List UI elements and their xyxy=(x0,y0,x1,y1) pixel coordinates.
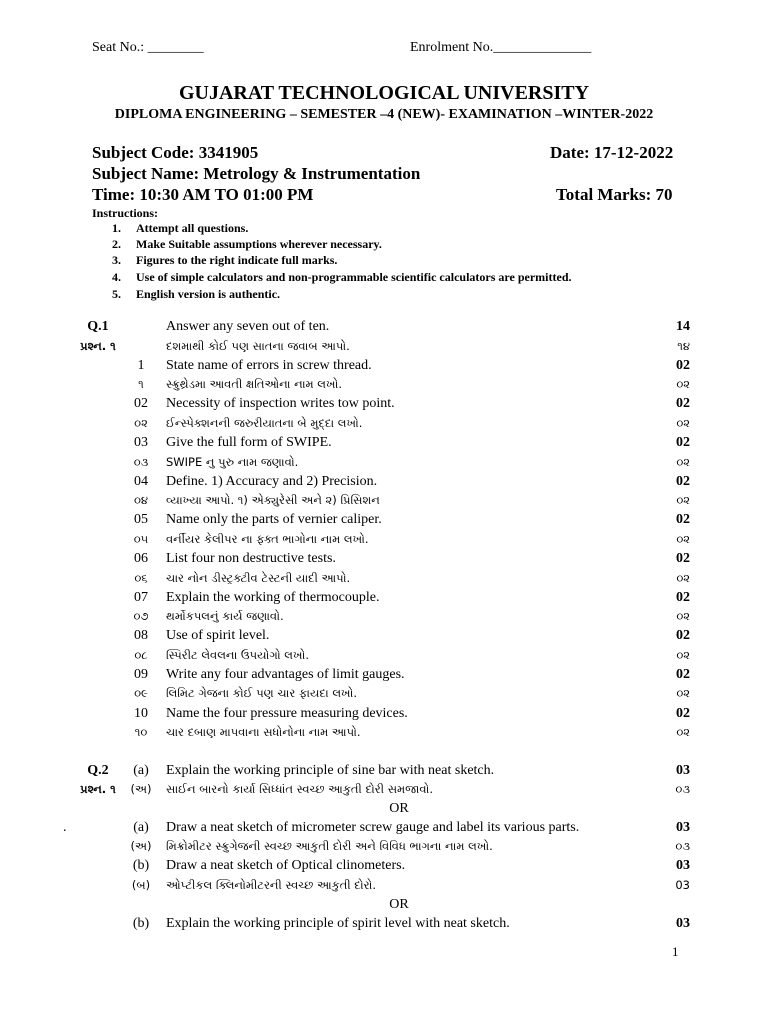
sub-question-number: (b) xyxy=(132,858,150,873)
question-row xyxy=(0,820,768,839)
question-text: થર્મોકપલનું કાર્ય જણાવો. xyxy=(166,609,284,623)
total-marks: Total Marks: 70 xyxy=(556,185,673,204)
instruction-item: 2. Make Suitable assumptions wherever necessary. xyxy=(112,237,382,251)
sub-question-number: ૦૭ xyxy=(133,609,149,623)
question-text: સ્ક્રુથ્રેડમા આવતી ક્ષતિઓના નામ લખો. xyxy=(166,377,342,391)
question-row xyxy=(0,551,768,570)
question-row xyxy=(0,878,768,897)
instruction-item: 3. Figures to the right indicate full marks. xyxy=(112,253,338,267)
question-row xyxy=(0,590,768,609)
question-row xyxy=(0,648,768,667)
question-row xyxy=(0,319,768,338)
sub-question-number: ૦૮ xyxy=(134,648,148,662)
or-separator: OR xyxy=(389,897,409,912)
question-number: પ્રશ્ન. ૧ xyxy=(80,782,116,796)
sub-question-number: (a) xyxy=(133,763,149,778)
exam-title: DIPLOMA ENGINEERING – SEMESTER –4 (NEW)- EXAMINATION –WINTER-2022 xyxy=(114,107,654,122)
question-text: ચાર નોન ડીસ્ટ્રક્ટીવ ટેસ્ટની યાદી આપો. xyxy=(166,571,351,585)
question-text: ચાર દબાણ માપવાના સધોનોના નામ આપો. xyxy=(166,725,361,739)
question-text: Name only the parts of vernier caliper. xyxy=(166,512,382,527)
question-text: Answer any seven out of ten. xyxy=(166,319,330,334)
question-row xyxy=(0,839,768,858)
question-marks: ૦૨ xyxy=(676,609,690,623)
question-text: Define. 1) Accuracy and 2) Precision. xyxy=(166,474,378,489)
question-marks: ૧૪ xyxy=(677,339,690,353)
question-text: Explain the working of thermocouple. xyxy=(166,590,380,605)
sub-question-number: ૦૫ xyxy=(133,532,149,546)
question-row xyxy=(0,609,768,628)
question-text: વ્યાખ્યા આપો. ૧) એક્યુરેસી અને ૨) પ્રિસિશન xyxy=(166,493,380,507)
question-marks: 02 xyxy=(676,590,690,605)
sub-question-number: (b) xyxy=(132,916,150,931)
question-text: સાઈન બારનો કાર્યા સિધ્ધાંત સ્વચ્છ આકુતી દોરી સમજાવો. xyxy=(166,782,434,796)
instruction-item: 1. Attempt all questions. xyxy=(112,221,249,235)
sub-question-number: (બ) xyxy=(131,878,151,892)
question-text: Necessity of inspection writes tow point. xyxy=(166,396,395,411)
question-row xyxy=(0,339,768,358)
question-marks: 03 xyxy=(675,878,690,892)
question-row xyxy=(0,532,768,551)
question-row xyxy=(0,628,768,647)
question-marks: ૦૨ xyxy=(676,493,690,507)
question-text: ઓપ્ટીકલ ક્લિનોમીટરની સ્વચ્છ આકુતી દોરો. xyxy=(166,878,377,892)
question-row xyxy=(0,782,768,801)
question-number: Q.1 xyxy=(87,319,109,334)
question-marks: 02 xyxy=(676,512,690,527)
subject-code: Subject Code: 3341905 xyxy=(92,143,259,162)
question-number: પ્રશ્ન. ૧ xyxy=(80,339,116,353)
subject-name: Subject Name: Metrology & Instrumentation xyxy=(92,164,421,183)
sub-question-number: ૦૬ xyxy=(134,571,148,585)
question-text: દશમાથી કોઈ પણ સાતના જવાબ આપો. xyxy=(166,339,350,353)
question-marks: ૦૨ xyxy=(676,648,690,662)
question-text: State name of errors in screw thread. xyxy=(166,358,372,373)
question-row xyxy=(0,725,768,744)
question-row xyxy=(0,686,768,705)
sub-question-number: 03 xyxy=(134,435,148,450)
question-marks: 02 xyxy=(676,474,690,489)
sub-question-number: ૦૨ xyxy=(134,416,148,430)
question-text: Write any four advantages of limit gauges. xyxy=(166,667,405,682)
sub-question-number: 07 xyxy=(134,590,148,605)
sub-question-number: (અ) xyxy=(130,839,152,853)
question-number: Q.2 xyxy=(87,763,109,778)
question-marks: ૦૨ xyxy=(676,377,690,391)
question-row xyxy=(0,858,768,877)
question-row xyxy=(0,763,768,782)
seat-number-field: Seat No.: ________ xyxy=(92,40,204,55)
question-row xyxy=(0,435,768,454)
question-marks: 02 xyxy=(676,358,690,373)
question-marks: 02 xyxy=(676,396,690,411)
page-number: 1 xyxy=(672,944,679,959)
question-row xyxy=(0,667,768,686)
question-text: Draw a neat sketch of micrometer screw gauge and label its various parts. xyxy=(166,820,580,835)
question-text: Name the four pressure measuring devices. xyxy=(166,706,408,721)
question-row xyxy=(0,377,768,396)
question-row xyxy=(0,512,768,531)
question-marks: 02 xyxy=(676,551,690,566)
question-marks: ૦૨ xyxy=(676,455,690,469)
question-row xyxy=(0,916,768,935)
question-marks: 03 xyxy=(676,820,690,835)
question-marks: ૦૨ xyxy=(676,416,690,430)
question-marks: ૦૩ xyxy=(675,839,690,853)
or-separator: OR xyxy=(389,801,409,816)
question-text: મિક્રોમીટર સ્ક્રુગેજની સ્વચ્છ આકુતી દોરી અને વિવિધ ભાગના નામ લખો. xyxy=(166,839,493,853)
question-marks: 03 xyxy=(676,763,690,778)
sub-question-number: ૦૩ xyxy=(133,455,149,469)
question-marks: ૦૨ xyxy=(676,686,690,700)
exam-time: Time: 10:30 AM TO 01:00 PM xyxy=(92,185,314,204)
question-marks: ૦૩ xyxy=(675,782,690,796)
sub-question-number: ૦૯ xyxy=(134,686,148,700)
sub-question-number: 10 xyxy=(134,706,148,721)
question-marks: 02 xyxy=(676,667,690,682)
question-marks: 02 xyxy=(676,435,690,450)
question-row xyxy=(0,416,768,435)
instructions-title: Instructions: xyxy=(92,206,159,220)
question-text: Explain the working principle of spirit level with neat sketch. xyxy=(166,916,510,931)
question-row xyxy=(0,706,768,725)
enrolment-number-field: Enrolment No.______________ xyxy=(410,40,592,55)
question-text: Explain the working principle of sine bar with neat sketch. xyxy=(166,763,495,778)
question-marks: 03 xyxy=(676,916,690,931)
question-marks: ૦૨ xyxy=(676,532,690,546)
instruction-item: 5. English version is authentic. xyxy=(112,287,281,301)
question-row xyxy=(0,396,768,415)
question-row xyxy=(0,493,768,512)
stray-dot: . xyxy=(63,820,67,835)
question-row xyxy=(0,571,768,590)
university-title: GUJARAT TECHNOLOGICAL UNIVERSITY xyxy=(178,82,590,104)
question-text: લિમિટ ગેજના કોઈ પણ ચાર ફાયદા લખો. xyxy=(166,686,357,700)
question-marks: 02 xyxy=(676,706,690,721)
question-marks: ૦૨ xyxy=(676,725,690,739)
question-row xyxy=(0,474,768,493)
sub-question-number: 06 xyxy=(134,551,148,566)
question-row xyxy=(0,455,768,474)
question-marks: 02 xyxy=(676,628,690,643)
sub-question-number: 08 xyxy=(134,628,148,643)
question-marks: 14 xyxy=(676,319,690,334)
question-text: સ્પિરીટ લેવલના ઉપયોગો લખો. xyxy=(166,648,309,662)
sub-question-number: (a) xyxy=(133,820,149,835)
question-text: SWIPE નુ પુરુ નામ જણાવો. xyxy=(166,455,299,469)
sub-question-number: ૦૪ xyxy=(133,493,149,507)
question-marks: 03 xyxy=(676,858,690,873)
question-marks: ૦૨ xyxy=(676,571,690,585)
instruction-item: 4. Use of simple calculators and non-programmable scientific calculators are permitted. xyxy=(112,270,572,284)
sub-question-number: 05 xyxy=(134,512,148,527)
question-row xyxy=(0,358,768,377)
sub-question-number: 02 xyxy=(134,396,148,411)
sub-question-number: 09 xyxy=(134,667,148,682)
exam-date: Date: 17-12-2022 xyxy=(550,143,674,162)
question-text: વર્નીયર કેલીપર ના ફ્ક્ત ભાગોના નામ લખો. xyxy=(166,532,369,546)
question-text: List four non destructive tests. xyxy=(166,551,336,566)
question-text: Give the full form of SWIPE. xyxy=(166,435,332,450)
sub-question-number: 04 xyxy=(134,474,148,489)
question-text: Use of spirit level. xyxy=(166,628,270,643)
question-text: Draw a neat sketch of Optical clinometers. xyxy=(166,858,406,873)
sub-question-number: ૧ xyxy=(138,377,144,391)
question-text: ઈન્સ્પેક્શનની જરુરીયાતના બે મુદ્દા લખો. xyxy=(166,416,363,430)
sub-question-number: ૧૦ xyxy=(134,725,148,739)
sub-question-number: 1 xyxy=(137,358,145,373)
sub-question-number: (અ) xyxy=(130,782,152,796)
